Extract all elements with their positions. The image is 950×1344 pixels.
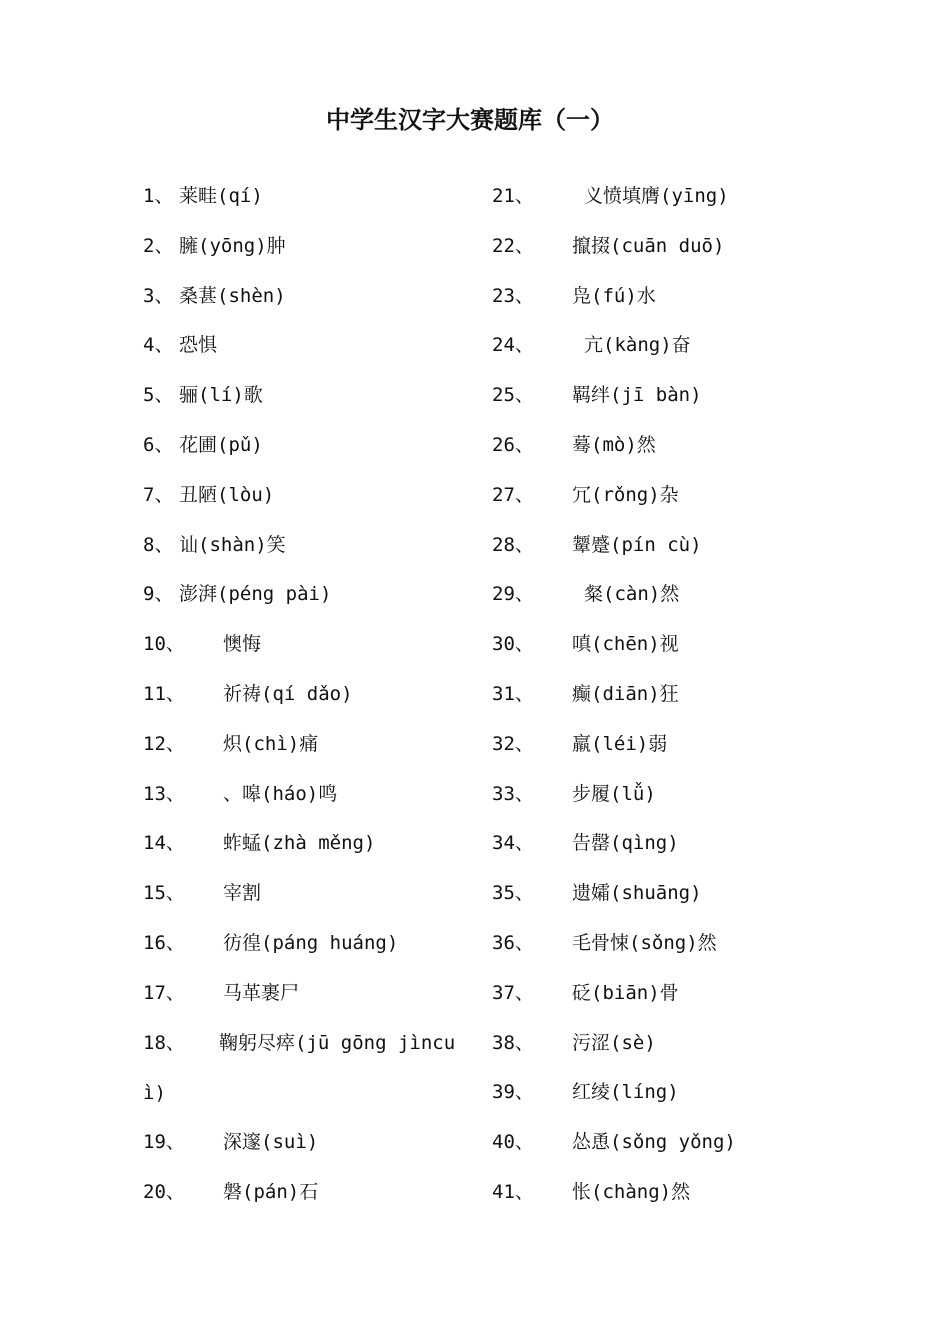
list-item xyxy=(492,576,912,626)
item-number: 5、 xyxy=(143,384,174,407)
item-text: 毛骨悚(sǒng)然 xyxy=(572,931,717,954)
list-item xyxy=(143,875,473,925)
list-item xyxy=(143,975,473,1025)
item-number: 37、 xyxy=(492,981,534,1004)
list-item xyxy=(143,228,473,278)
item-text: 彷徨(páng huáng) xyxy=(223,931,399,954)
item-text: 丑陋(lòu) xyxy=(179,483,275,506)
item-number: 22、 xyxy=(492,234,534,257)
item-number: 21、 xyxy=(492,185,534,207)
item-text: 澎湃(péng pài) xyxy=(179,583,332,606)
item-text: 癫(diān)狂 xyxy=(572,682,679,705)
item-number: 12、 xyxy=(143,732,185,755)
item-number: 35、 xyxy=(492,882,534,905)
item-number: 25、 xyxy=(492,384,534,407)
list-item xyxy=(143,377,473,427)
item-number: 11、 xyxy=(143,682,185,705)
list-item xyxy=(492,875,912,925)
item-number: 23、 xyxy=(492,284,534,307)
list-item xyxy=(492,626,912,676)
item-number: 31、 xyxy=(492,682,534,705)
item-number: 27、 xyxy=(492,483,534,506)
item-number: 14、 xyxy=(143,832,185,855)
item-text: 颦蹙(pín cù) xyxy=(572,533,702,556)
list-item xyxy=(492,1124,912,1174)
list-item xyxy=(143,527,473,577)
item-number: 13、 xyxy=(143,782,185,805)
item-number: 18、 xyxy=(143,1031,185,1054)
item-text: 臃(yōng)肿 xyxy=(179,234,286,257)
item-text: 红绫(líng) xyxy=(572,1081,679,1104)
item-text: 冗(rǒng)杂 xyxy=(572,483,679,506)
item-text: 污涩(sè) xyxy=(572,1031,656,1054)
item-text: 宰割 xyxy=(223,882,262,905)
list-item xyxy=(143,1174,473,1224)
item-text: 怅(chàng)然 xyxy=(572,1180,691,1203)
page-title: 中学生汉字大赛题库（一） xyxy=(326,106,614,134)
item-text: 攛掇(cuān duō) xyxy=(572,234,725,257)
list-item xyxy=(143,825,473,875)
item-number: 17、 xyxy=(143,981,185,1004)
item-number: 29、 xyxy=(492,583,534,606)
list-item xyxy=(492,1074,912,1124)
item-number: 4、 xyxy=(143,334,174,357)
item-text: 遗孀(shuāng) xyxy=(572,882,702,905)
list-item xyxy=(492,228,912,278)
item-number: 34、 xyxy=(492,832,534,855)
item-text: 、嗥(háo)鸣 xyxy=(223,782,338,805)
item-text: 粲(càn)然 xyxy=(584,583,680,606)
list-item xyxy=(492,726,912,776)
item-text: 亢(kàng)奋 xyxy=(584,334,691,357)
item-number: 10、 xyxy=(143,633,185,656)
list-item xyxy=(492,1025,912,1075)
item-number: 26、 xyxy=(492,433,534,456)
list-item xyxy=(492,975,912,1025)
list-item xyxy=(143,278,473,328)
item-number: 1、 xyxy=(143,185,174,207)
item-text: 步履(lǚ) xyxy=(572,782,656,805)
item-text: 怂恿(sǒng yǒng) xyxy=(572,1131,736,1154)
item-text: 莱畦(qí) xyxy=(179,185,263,207)
item-text: 马革裹尸 xyxy=(223,981,300,1004)
list-item xyxy=(143,626,473,676)
item-number: 7、 xyxy=(143,483,174,506)
item-number: 20、 xyxy=(143,1180,185,1203)
list-item xyxy=(143,327,473,377)
item-text: 羁绊(jī bàn) xyxy=(572,384,702,407)
item-text: 桑葚(shèn) xyxy=(179,284,286,307)
list-item xyxy=(143,178,473,228)
item-number: 39、 xyxy=(492,1081,534,1104)
item-text: 羸(léi)弱 xyxy=(572,732,668,755)
item-number: 28、 xyxy=(492,533,534,556)
list-item xyxy=(143,1025,473,1125)
list-item xyxy=(492,377,912,427)
item-text: 嗔(chēn)视 xyxy=(572,633,679,656)
item-text: 蚱蜢(zhà měng) xyxy=(223,832,376,855)
list-item xyxy=(492,825,912,875)
item-text: 鞠躬尽瘁(jū gōng jìncu xyxy=(219,1031,456,1054)
item-number: 16、 xyxy=(143,931,185,954)
list-item xyxy=(143,676,473,726)
left-column xyxy=(143,178,473,1224)
list-item xyxy=(143,1124,473,1174)
item-number: 6、 xyxy=(143,433,174,456)
right-column xyxy=(492,178,912,1224)
item-text: 花圃(pǔ) xyxy=(179,433,263,456)
item-text: 蓦(mò)然 xyxy=(572,433,656,456)
item-text: 磐(pán)石 xyxy=(223,1180,319,1203)
list-item xyxy=(143,477,473,527)
item-text: 凫(fú)水 xyxy=(572,284,656,307)
list-item xyxy=(492,278,912,328)
list-item xyxy=(492,477,912,527)
list-item xyxy=(492,776,912,826)
item-number: 9、 xyxy=(143,583,174,606)
list-item xyxy=(492,327,912,377)
item-text: 讪(shàn)笑 xyxy=(179,533,286,556)
item-number: 19、 xyxy=(143,1131,185,1154)
item-number: 2、 xyxy=(143,234,174,257)
list-item xyxy=(143,925,473,975)
list-item xyxy=(143,726,473,776)
item-number: 32、 xyxy=(492,732,534,755)
list-item xyxy=(492,527,912,577)
item-number: 38、 xyxy=(492,1031,534,1054)
item-text: 告罄(qìng) xyxy=(572,832,679,855)
item-number: 8、 xyxy=(143,533,174,556)
item-number: 40、 xyxy=(492,1131,534,1154)
item-text: 砭(biān)骨 xyxy=(572,981,679,1004)
item-number: 36、 xyxy=(492,931,534,954)
item-number: 3、 xyxy=(143,284,174,307)
item-number: 24、 xyxy=(492,334,534,357)
item-text: 懊悔 xyxy=(223,633,262,656)
item-number: 30、 xyxy=(492,633,534,656)
item-number: 41、 xyxy=(492,1180,534,1203)
item-text: 恐惧 xyxy=(179,334,218,357)
item-text: 炽(chì)痛 xyxy=(223,732,319,755)
list-item xyxy=(143,576,473,626)
item-number: 33、 xyxy=(492,782,534,805)
list-item xyxy=(492,427,912,477)
list-item xyxy=(143,427,473,477)
list-item xyxy=(492,676,912,726)
list-item xyxy=(143,776,473,826)
item-text-continuation: ì) xyxy=(143,1081,166,1104)
item-text: 骊(lí)歌 xyxy=(179,384,263,407)
item-text: 深邃(suì) xyxy=(223,1131,319,1154)
list-item xyxy=(492,925,912,975)
list-item xyxy=(492,178,912,228)
item-text: 义愤填膺(yīng) xyxy=(584,185,729,207)
item-text: 祈祷(qí dǎo) xyxy=(223,682,353,705)
item-number: 15、 xyxy=(143,882,185,905)
list-item xyxy=(492,1174,912,1224)
